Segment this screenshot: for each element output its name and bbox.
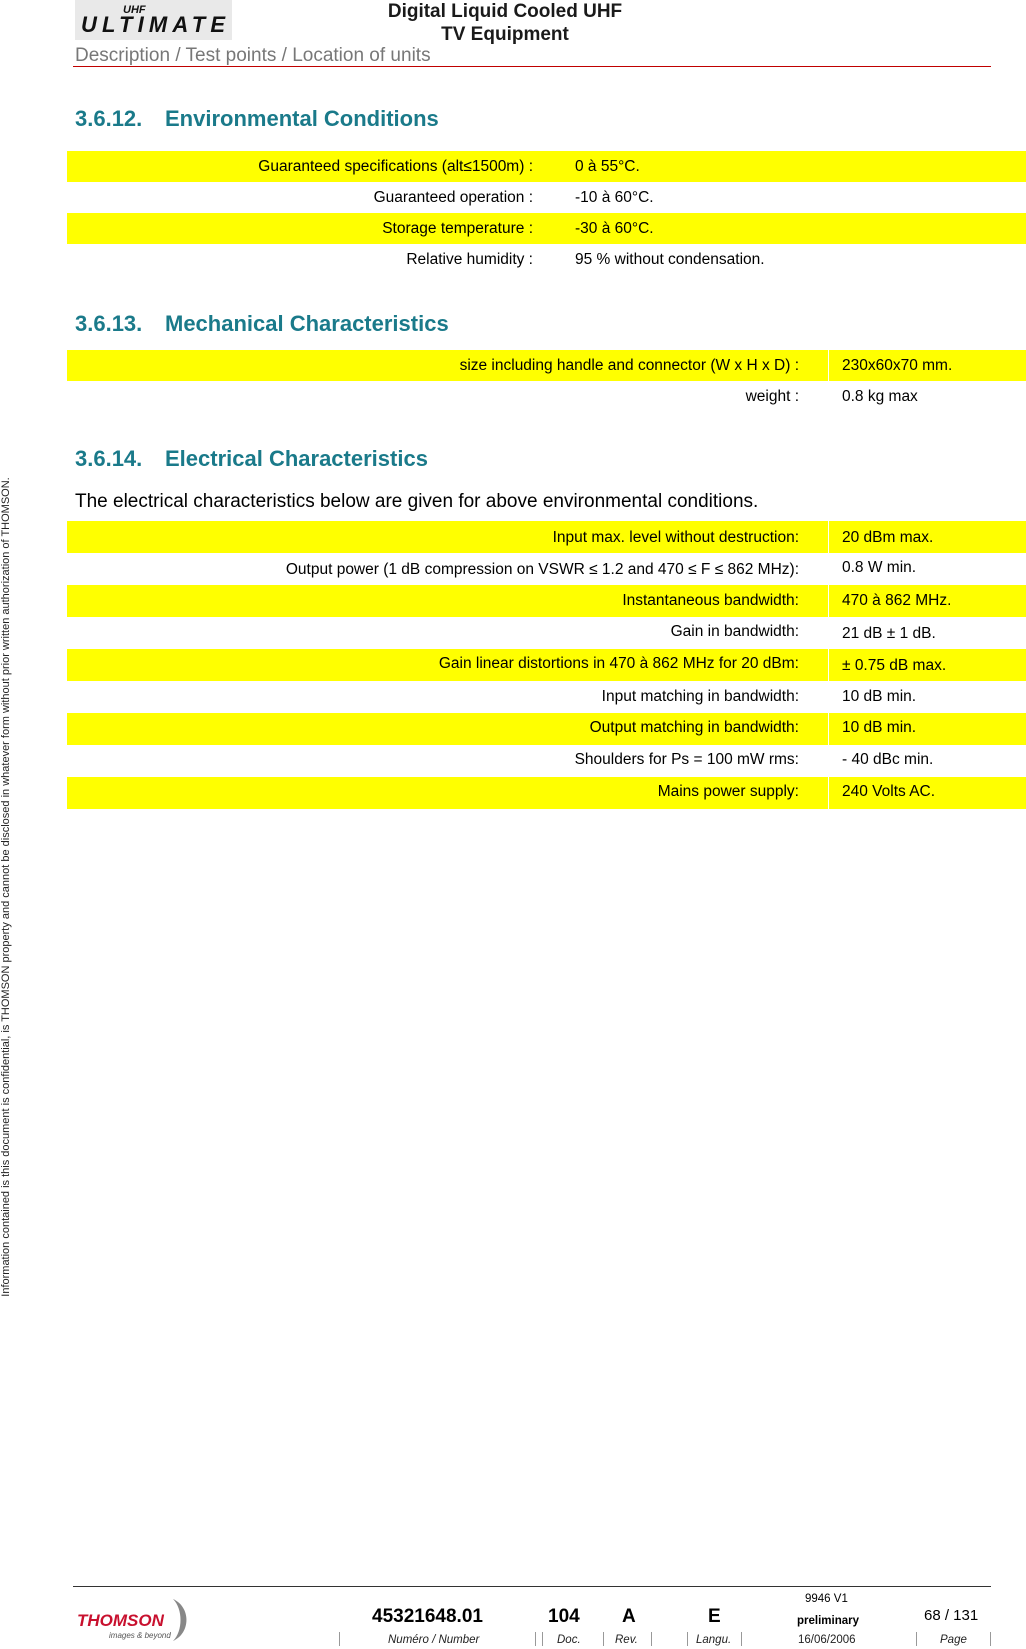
- label-lang: Langu.: [696, 1634, 732, 1646]
- table-row: [67, 151, 1026, 182]
- row-label: Input matching in bandwidth:: [601, 688, 799, 705]
- row-label: Gain linear distortions in 470 à 862 MHz for 20 dBm:: [438, 655, 799, 672]
- heading-number: 3.6.14.: [75, 446, 143, 471]
- row-value: -10 à 60°C.: [575, 189, 654, 206]
- row-label: Output matching in bandwidth:: [589, 719, 799, 736]
- row-value: -30 à 60°C.: [575, 220, 654, 237]
- logo-tagline: images & beyond: [109, 1631, 171, 1640]
- environmental-table: [67, 151, 1026, 275]
- label-number: Numéro / Number: [388, 1634, 480, 1646]
- logo-wordmark: THOMSON: [77, 1611, 164, 1630]
- electrical-intro: The electrical characteristics below are given for above environmental conditions.: [75, 491, 759, 512]
- footer-divider: [687, 1632, 688, 1646]
- row-value: ± 0.75 dB max.: [842, 657, 947, 674]
- row-value: 10 dB min.: [842, 688, 917, 705]
- row-value: 0.8 W min.: [842, 559, 917, 576]
- footer-divider: [535, 1632, 536, 1646]
- table-row: [67, 182, 1026, 213]
- label-rev: Rev.: [615, 1634, 638, 1646]
- row-value: 20 dBm max.: [842, 529, 934, 546]
- logo-swoosh-icon: [173, 1599, 187, 1641]
- row-value: 470 à 862 MHz.: [842, 592, 952, 609]
- label-doc: Doc.: [557, 1634, 581, 1646]
- title-line-1: Digital Liquid Cooled UHF: [387, 1, 623, 22]
- column-divider: [828, 585, 829, 617]
- document-status: preliminary: [797, 1615, 859, 1627]
- document-title: [360, 0, 650, 46]
- row-label: Mains power supply:: [657, 783, 799, 800]
- table-row: [67, 381, 1026, 412]
- document-doc: 104: [548, 1606, 580, 1627]
- column-divider: [828, 777, 829, 809]
- label-page: Page: [940, 1634, 967, 1646]
- document-version: 9946 V1: [805, 1593, 848, 1605]
- row-label: Output power (1 dB compression on VSWR ≤ 1.2 and 470 ≤ F ≤ 862 MHz):: [285, 561, 799, 578]
- table-row: [67, 681, 1026, 713]
- heading-number: 3.6.12.: [75, 106, 143, 131]
- row-value: 95 % without condensation.: [575, 251, 765, 268]
- column-divider: [828, 649, 829, 681]
- mechanical-table: [67, 350, 1026, 412]
- row-label: Guaranteed operation :: [373, 189, 533, 206]
- confidentiality-note: Information contained is this document is confidential, is THOMSON property and cannot be disclosed in whatever form without prior written authorization of THOMSON.: [0, 477, 12, 1297]
- row-value: 10 dB min.: [842, 719, 917, 736]
- logo-sub: UHF: [123, 4, 146, 16]
- document-date: 16/06/2006: [798, 1634, 856, 1646]
- heading-environmental: [75, 106, 439, 132]
- row-value: 230x60x70 mm.: [842, 357, 953, 374]
- row-value: 0 à 55°C.: [575, 158, 640, 175]
- heading-title: Electrical Characteristics: [165, 446, 428, 471]
- row-label: Gain in bandwidth:: [670, 623, 799, 640]
- table-row: [67, 585, 1026, 617]
- row-label: Storage temperature :: [382, 220, 533, 237]
- row-label: Instantaneous bandwidth:: [622, 592, 799, 609]
- table-row: [67, 553, 1026, 585]
- title-line-2: TV Equipment: [441, 24, 569, 45]
- page-count: 68 / 131: [924, 1607, 979, 1624]
- table-row: [67, 213, 1026, 244]
- footer-divider: [990, 1632, 991, 1646]
- row-value: 240 Volts AC.: [842, 783, 936, 800]
- electrical-table: [67, 521, 1026, 809]
- footer-divider: [603, 1632, 604, 1646]
- column-divider: [828, 521, 829, 553]
- heading-title: Mechanical Characteristics: [165, 311, 449, 336]
- heading-title: Environmental Conditions: [165, 106, 439, 131]
- table-row: [67, 713, 1026, 745]
- footer-divider: [651, 1632, 652, 1646]
- table-row: [67, 777, 1026, 809]
- table-row: [67, 244, 1026, 275]
- table-row: [67, 617, 1026, 649]
- footer-divider: [741, 1632, 742, 1646]
- table-row: [67, 350, 1026, 381]
- footer-divider: [339, 1632, 340, 1646]
- ultimate-logo: [75, 0, 232, 40]
- row-label: Relative humidity :: [406, 251, 533, 268]
- thomson-logo: [75, 1595, 195, 1645]
- table-row: [67, 521, 1026, 553]
- heading-mechanical: [75, 311, 449, 337]
- heading-electrical: [75, 446, 428, 472]
- document-lang: E: [708, 1606, 721, 1627]
- row-label: Guaranteed specifications (alt≤1500m) :: [258, 158, 533, 175]
- document-number: 45321648.01: [372, 1606, 483, 1627]
- table-row: [67, 649, 1026, 681]
- column-divider: [828, 713, 829, 745]
- row-value: 0.8 kg max: [842, 388, 918, 405]
- row-label: size including handle and connector (W x H x D) :: [459, 357, 799, 374]
- row-value: 21 dB ± 1 dB.: [842, 625, 936, 642]
- row-label: weight :: [745, 388, 799, 405]
- document-subtitle: Description / Test points / Location of units: [75, 45, 431, 66]
- row-label: Shoulders for Ps = 100 mW rms:: [574, 751, 799, 768]
- footer-rule: [73, 1586, 991, 1587]
- footer-divider: [916, 1632, 917, 1646]
- footer-divider: [542, 1632, 543, 1646]
- header-rule: [73, 66, 991, 67]
- document-rev: A: [622, 1606, 636, 1627]
- column-divider: [828, 350, 829, 381]
- row-label: Input max. level without destruction:: [552, 529, 799, 546]
- heading-number: 3.6.13.: [75, 311, 143, 336]
- table-row: [67, 745, 1026, 777]
- row-value: - 40 dBc min.: [842, 751, 934, 768]
- logo-text: ULTIMATE: [81, 12, 225, 37]
